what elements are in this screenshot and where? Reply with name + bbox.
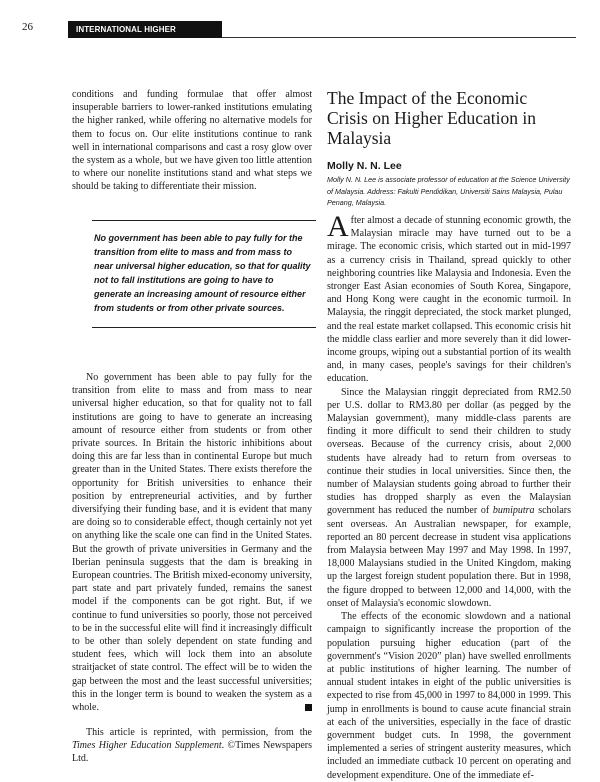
article-paragraph-1 xyxy=(327,210,571,386)
credit-prefix: This article is reprinted, with permission, from the xyxy=(86,727,312,738)
paragraph-text: Since the Malaysian ringgit depreciated from RM2.50 per U.S. dollar to RM3.80 per dollar (as pegged by the Malaysian government), many middle-class parents are finding it more difficult to send their children to study overseas. Because of the currency crisis, about 2,000 students have already had to return from overseas to continue their studies in local universities. Since then, the number of Malaysian students going abroad to further their studies has dropped sharply as even the Malaysian government has reduced the number of xyxy=(327,386,571,517)
paragraph-text: scholars sent overseas. An Australian newspaper, for example, reported an 80 percent decrease in student visa applications from Malaysia between May 1997 and May 1998. In 1997, 18,000 Malaysians studied in the United Kingdom, making up the largest foreign student population there. But in 1998, the figure dropped to between 12,000 and 14,000, with the onset of Malaysia's economic slowdown. xyxy=(327,505,571,609)
article-paragraph-2 xyxy=(327,386,571,610)
end-of-article-mark xyxy=(305,704,312,711)
author-name: Molly N. N. Lee xyxy=(327,160,402,172)
pull-quote-text: No government has been able to pay fully for the transition from elite to mass and from mass to near universal higher education, so that for quality not to fall institutions are going to have to generate an increasing amount of resource either from students or from other private sources. xyxy=(94,233,311,313)
body-paragraph: conditions and funding formulae that offer almost insuperable barriers to lower-ranked institutions emulating the higher ranked, while offering no alternative models for them to focus on. Our elite institutions continue to rank well in international comparisons and cast a rosy glow over the system as a whole, but we have given too little attention to where our nonelite institutions stand and what steps we should be taking to differentiate their mission. xyxy=(72,89,312,193)
italic-term: bumiputra xyxy=(492,505,535,517)
page-number: 26 xyxy=(22,21,33,33)
credit-source: Times Higher Education Supplement xyxy=(72,740,222,751)
article-paragraph-3: The effects of the economic slowdown and a national campaign to significantly increase the proportion of the population pursuing higher education (part of the government's “Vision 2020” plan) have swelled enrollments at public institutions of higher learning. The number of annual student intakes in eight of the public universities is expected to rise from 45,000 in 1997 to 84,000 in 1999. This jump in enrollments is bound to cause acute financial strain at each of the universities, especially in the face of drastic government budget cuts. In 1998, the government implemented a series of stringent austerity measures, which included an immediate cutback 10 percent on operating and development expenditure. One of the immediate ef- xyxy=(327,611,571,781)
header-rule xyxy=(222,37,576,38)
paragraph-text: fter almost a decade of stunning economic growth, the Malaysian miracle may have turned out to be a mirage. The economic crisis, which started out in mid-1997 as a currency crisis in Thailand, spread quickly to other neighboring countries like Malaysia and Indonesia. Even the stronger East Asian economies of South Korea, Singapore, and Hong Kong were caught in the economic turmoil. In Malaysia, the ringgit depreciated, the stock market plunged, and the real estate market collapsed. This economic crisis hit the middle class earlier and more severely than it did lower-income groups, wiping out a substantial portion of its wealth and, in many cases, people's savings for their children's education. xyxy=(327,215,571,385)
left-column-top xyxy=(72,88,312,194)
article-title: The Impact of the Economic Crisis on Higher Education in Malaysia xyxy=(327,88,537,148)
left-column-main xyxy=(72,371,312,714)
drop-cap: A xyxy=(327,210,349,243)
body-paragraph xyxy=(72,371,312,714)
article-body xyxy=(327,210,571,782)
author-bio: Molly N. N. Lee is associate professor of education at the Science University of Malaysia. Address: Fakulti Pendidikan, Universiti Sains Malaysia, Pulau Penang, Malaysia. xyxy=(327,175,570,207)
reprint-credit xyxy=(72,726,312,765)
running-header: INTERNATIONAL HIGHER EDUCATION xyxy=(68,21,222,38)
pull-quote xyxy=(92,220,316,328)
credit-suffix: . ©Times Newspapers Ltd. xyxy=(72,740,312,764)
body-paragraph-text: No government has been able to pay fully for the transition from elite to mass and from mass to near universal higher education, so that for quality not to fall institutions are going to have to generate an increasing amount of resource either from students or from other private sources. In Britain the historic inhibitions about doing this are far less than in continental Europe but much greater than in the United States. There exists therefore the opportunity for British universities to enhance their position by entrepreneurial activities, and by further diversifying their funding base, and it is evident that many are doing so to considerable effect, though certainly not yet on anything like the scale one can find in the United States. But the growth of private universities in Germany and the Iberian peninsula suggests that the dam is breaking in European countries. The British mixed-economy university, part state and part privately funded, remains the sanest model if the components can be got right. But, if we continue to fund universities so poorly, those not perceived to be in the successful elite will find it increasingly difficult to be other than solely dependent on state funding and student fees, which will lock them into an absolute straitjacket of state control. The effect will be to widen the gap between the most and the least successful universities; this in the longer term is bound to weaken the system as a whole. xyxy=(72,372,312,714)
